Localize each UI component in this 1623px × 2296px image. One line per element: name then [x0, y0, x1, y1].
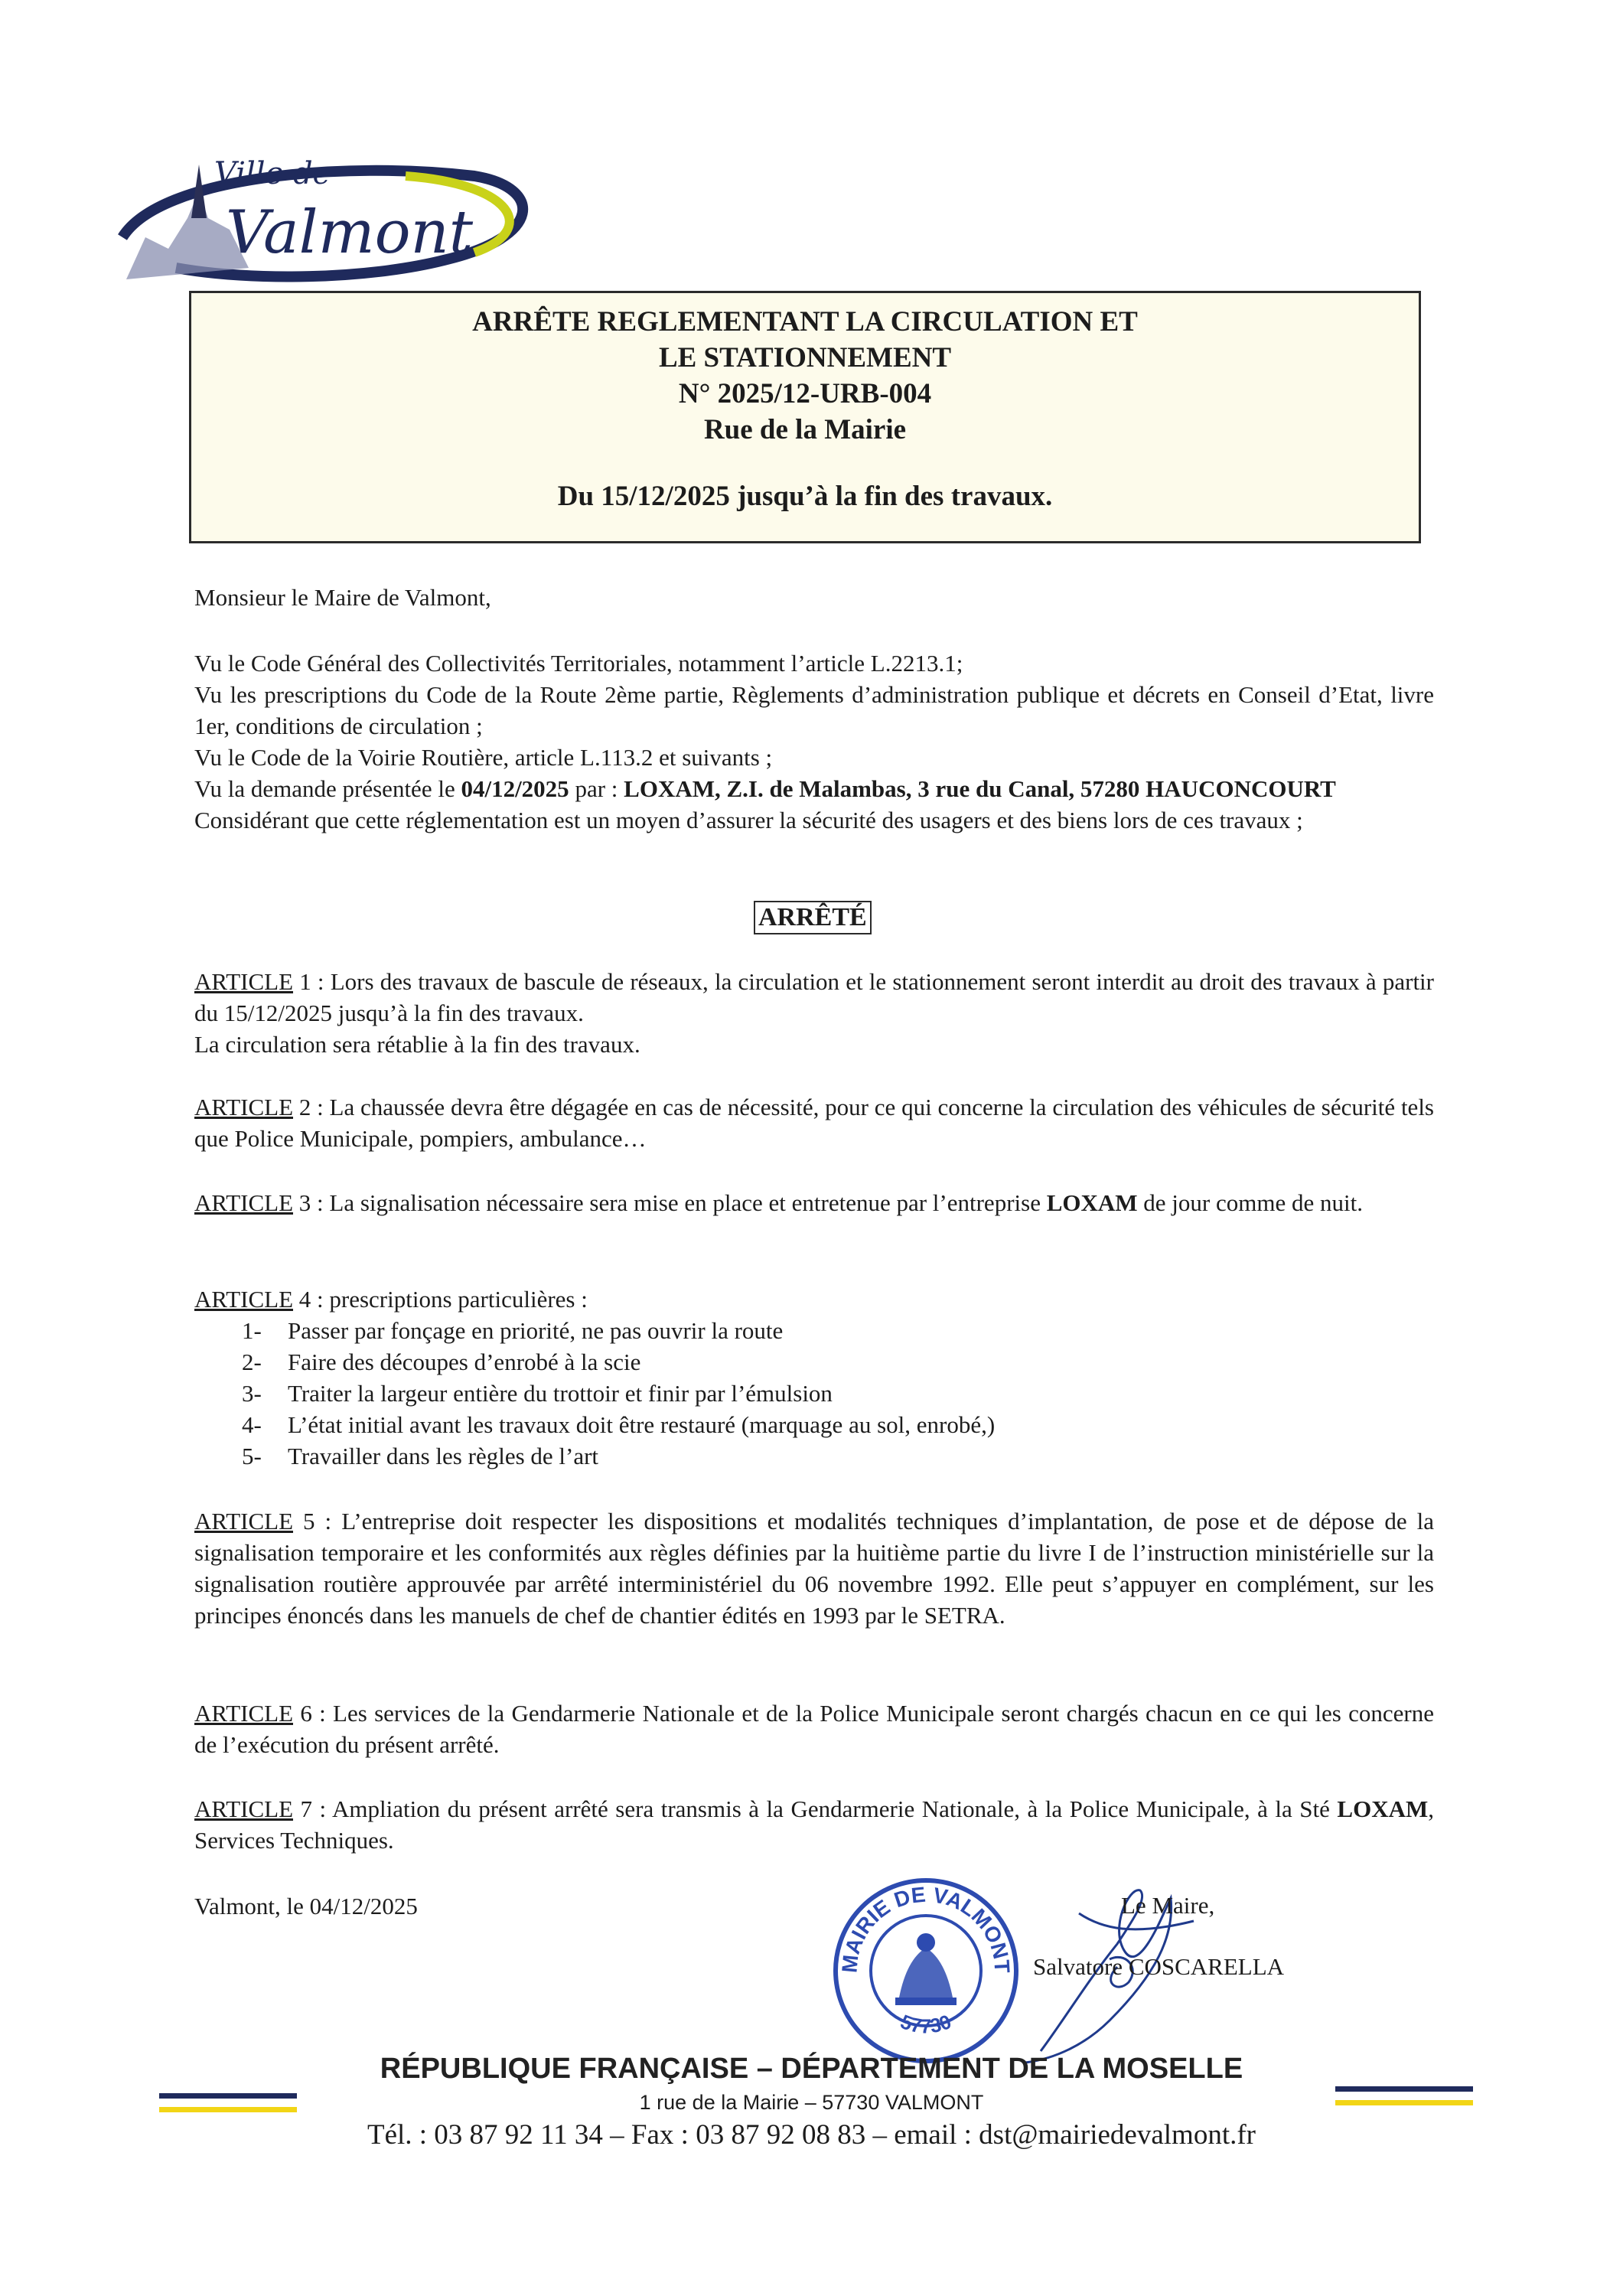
mairie-seal	[830, 1875, 1022, 2066]
article-3-label: ARTICLE	[194, 1189, 294, 1216]
vu-line2: Vu les prescriptions du Code de la Route 2ème partie, Règlements d’administration publique et décrets en Conseil d’Etat, livre 1er, conditions de circulation ;	[194, 681, 1434, 739]
vu-line4-date: 04/12/2025	[461, 775, 569, 802]
logo-line2: Valmont	[226, 198, 474, 267]
article-5	[194, 1505, 1434, 1631]
article-7-company: LOXAM	[1337, 1795, 1429, 1822]
vu-line4-text: Vu la demande présentée le	[194, 775, 461, 802]
vu-line3: Vu le Code de la Voirie Routière, article L.113.2 et suivants ;	[194, 744, 773, 771]
title-line1: ARRÊTE REGLEMENTANT LA CIRCULATION ET	[472, 306, 1138, 338]
article-6-label: ARTICLE	[194, 1700, 294, 1727]
article-5-label: ARTICLE	[194, 1508, 294, 1534]
article-4	[194, 1283, 1434, 1472]
footer-title: RÉPUBLIQUE FRANÇAISE – DÉPARTEMENT DE LA MOSELLE	[380, 2053, 1243, 2085]
list-item-num: 4-	[242, 1411, 262, 1438]
title-line5: Du 15/12/2025 jusqu’à la fin des travaux.	[557, 481, 1053, 512]
signature-name: Salvatore COSCARELLA	[1033, 1953, 1285, 1980]
vu-line4-text-b: par :	[569, 775, 624, 802]
article-4-text: prescriptions particulières :	[329, 1286, 588, 1313]
list-item	[242, 1440, 1434, 1472]
vu-line4-company: LOXAM, Z.I. de Malambas, 3 rue du Canal, 57280 HAUCONCOURT	[624, 775, 1336, 802]
vu-line5: Considérant que cette réglementation est un moyen d’assurer la sécurité des usagers et des biens lors de ces travaux ;	[194, 807, 1303, 833]
article-1-num: 1 :	[293, 968, 331, 995]
list-item-num: 2-	[242, 1349, 262, 1375]
logo-line1: Ville de	[214, 156, 331, 191]
article-2-text: La chaussée devra être dégagée en cas de nécessité, pour ce qui concerne la circulation des véhicules de sécurité tels que Police Municipale, pompiers, ambulance…	[194, 1094, 1434, 1152]
article-1-label: ARTICLE	[194, 968, 294, 995]
seal-bottom-text	[898, 2010, 954, 2037]
list-item	[242, 1346, 1434, 1378]
list-item-text: Faire des découpes d’enrobé à la scie	[288, 1349, 641, 1375]
article-6	[194, 1698, 1434, 1760]
article-1	[194, 966, 1434, 1060]
title-line4: Rue de la Mairie	[703, 414, 907, 445]
footer-address: 1 rue de la Mairie – 57730 VALMONT	[639, 2091, 984, 2114]
article-6-text: Les services de la Gendarmerie Nationale et de la Police Municipale seront chargés chacun en ce qui les concerne de l’exécution du présent arrêté.	[194, 1700, 1435, 1758]
article-7	[194, 1793, 1434, 1856]
article-5-text: L’entreprise doit respecter les dispositions et modalités techniques d’implantation, de pose et de dépose de la signalisation temporaire et les conformités aux règles définies par la huitième partie du livre I de l’instruction ministérielle sur la signalisation routière approuvée par arrêté interministériel du 06 novembre 1992. Elle peut s’appuyer en complément, sur les principes énoncés dans les manuels de chef de chantier édités en 1993 par le SETRA.	[194, 1508, 1434, 1629]
list-item-text: Passer par fonçage en priorité, ne pas ouvrir la route	[288, 1317, 784, 1344]
list-item-num: 3-	[242, 1380, 262, 1407]
arrete-heading: ARRÊTÉ	[754, 901, 872, 934]
list-item-text: L’état initial avant les travaux doit être restauré (marquage au sol, enrobé,)	[288, 1411, 996, 1438]
title-box	[189, 291, 1421, 543]
intro-text: Monsieur le Maire de Valmont,	[194, 584, 491, 611]
article-7-text: Ampliation du présent arrêté sera transmis à la Gendarmerie Nationale, à la Police Municipale, à la Sté	[331, 1795, 1338, 1822]
article-3-company: LOXAM	[1046, 1189, 1138, 1216]
vu-block	[194, 647, 1434, 836]
article-1-text: Lors des travaux de bascule de réseaux, la circulation et le stationnement seront interdit au droit des travaux à partir du 15/12/2025 jusqu’à la fin des travaux.	[194, 968, 1434, 1026]
seal-top-path: MAIRIE DE VALMONT	[837, 1882, 1015, 1974]
article-7-num: 7 :	[293, 1795, 332, 1822]
list-item-num: 5-	[242, 1443, 262, 1469]
signature-role: Le Maire,	[1121, 1892, 1215, 1919]
article-4-num: 4 :	[293, 1286, 330, 1313]
list-item	[242, 1315, 1434, 1346]
article-6-num: 6 :	[293, 1700, 334, 1727]
vu-line4	[194, 773, 1434, 804]
article-3-text-b: de jour comme de nuit.	[1137, 1189, 1363, 1216]
list-item	[242, 1409, 1434, 1440]
article-3-num: 3 :	[293, 1189, 330, 1216]
article-3-text: La signalisation nécessaire sera mise en place et entretenue par l’entreprise	[329, 1189, 1047, 1216]
list-item-text: Travailler dans les règles de l’art	[288, 1443, 599, 1469]
article-2	[194, 1091, 1434, 1154]
article-5-num: 5 :	[293, 1508, 342, 1534]
list-item-num: 1-	[242, 1317, 262, 1344]
place-date: Valmont, le 04/12/2025	[194, 1893, 418, 1919]
article-4-label: ARTICLE	[194, 1286, 294, 1313]
vu-line1: Vu le Code Général des Collectivités Territoriales, notamment l’article L.2213.1;	[194, 650, 963, 677]
footer-contact: Tél. : 03 87 92 11 34 – Fax : 03 87 92 08 83 – email : dst@mairiedevalmont.fr	[367, 2119, 1256, 2151]
article-3	[194, 1187, 1434, 1218]
article-1-text2: La circulation sera rétablie à la fin des travaux.	[194, 1031, 640, 1058]
article-7-label: ARTICLE	[194, 1795, 294, 1822]
title-line2: LE STATIONNEMENT	[658, 342, 952, 373]
article-2-label: ARTICLE	[194, 1094, 294, 1120]
title-line3: N° 2025/12-URB-004	[678, 378, 932, 409]
article-2-num: 2 :	[293, 1094, 330, 1120]
list-item	[242, 1378, 1434, 1409]
seal-bottom-path: 57730	[897, 2010, 955, 2038]
valmont-logo	[115, 145, 574, 298]
list-item-text: Traiter la largeur entière du trottoir et finir par l’émulsion	[288, 1380, 833, 1407]
article-7-text-b: , Services Techniques.	[194, 1795, 1434, 1854]
